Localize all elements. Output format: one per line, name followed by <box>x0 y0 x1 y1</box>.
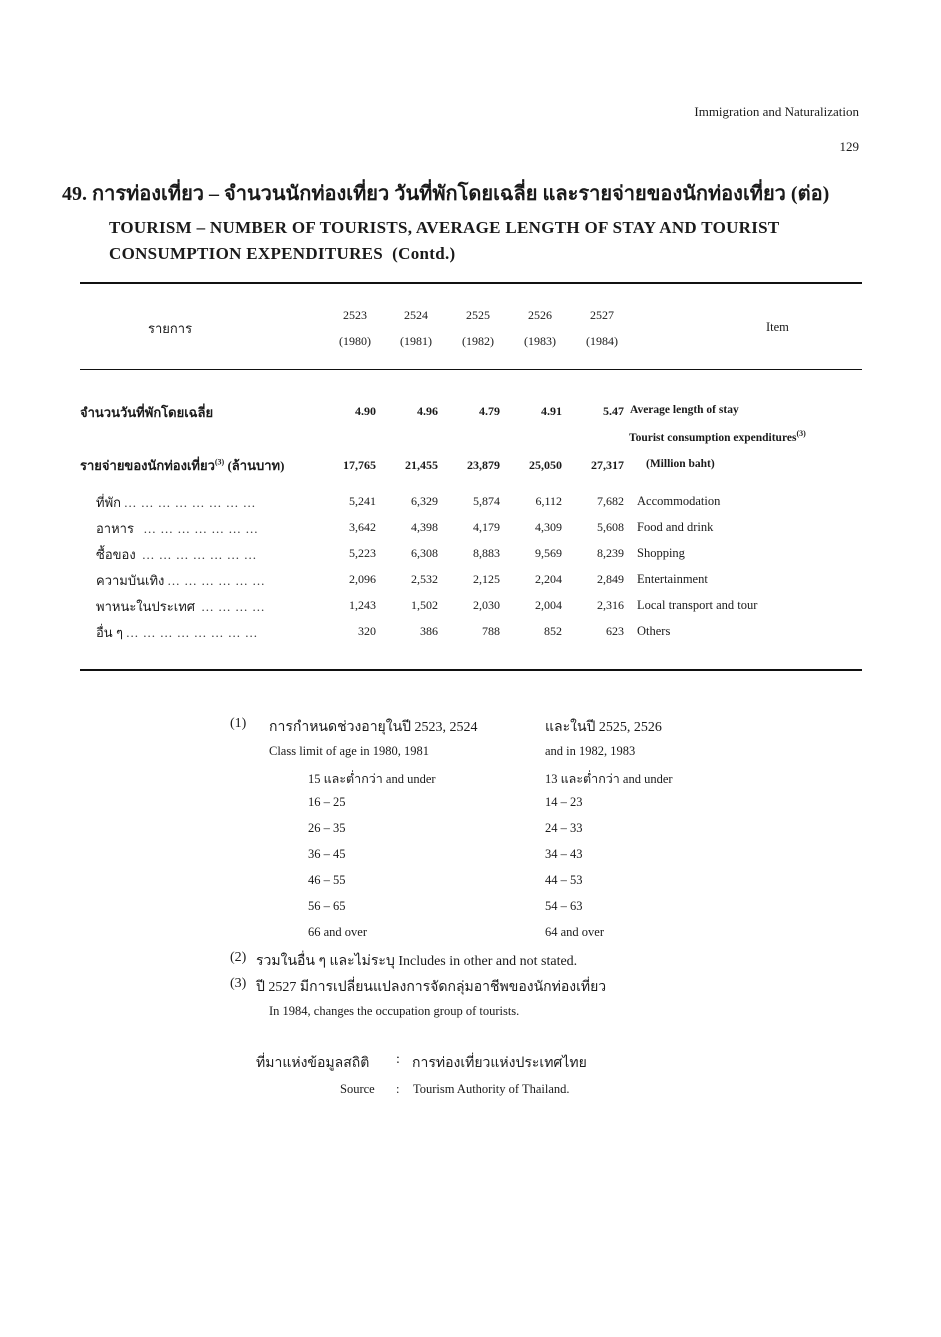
header-year-ad-3: (1982) <box>462 334 494 348</box>
footnote-2-text: รวมในอื่น ๆ และไม่ระบุ Includes in other and not stated. <box>256 954 578 969</box>
row-label-thai-food <box>96 518 258 539</box>
row-value-1: 1,243 <box>349 598 376 612</box>
row-value-4: 2,004 <box>535 598 562 612</box>
leader-dots: ... ... ... ... ... ... <box>167 573 266 588</box>
footnote-3-english: In 1984, changes the occupation group of tourists. <box>269 1004 520 1018</box>
row-label-thai-entertainment <box>96 570 265 591</box>
age-left-item: 16 – 25 <box>308 795 346 809</box>
age-right-item: 24 – 33 <box>545 821 583 835</box>
table-title-english <box>109 215 780 267</box>
header-item-thai: รายการ <box>148 321 193 336</box>
row-label-english: Accommodation <box>637 494 721 508</box>
leader-dots: ... ... ... ... ... ... ... <box>142 547 257 562</box>
age-left-item: 66 and over <box>308 925 368 939</box>
title-contd: (Contd.) <box>392 244 456 263</box>
row-label-text: อื่น ๆ <box>96 625 123 640</box>
leader-dots: ... ... ... ... ... ... ... <box>143 521 259 536</box>
footnote-1-thai-left: การกำหนดช่วงอายุในปี 2523, 2524 <box>269 720 478 735</box>
row-label-thai-accommodation <box>96 492 256 513</box>
row-value-2: 1,502 <box>411 598 438 612</box>
row-value-4: 4,309 <box>535 520 562 534</box>
row-value-5: 2,316 <box>597 598 624 612</box>
row-value-2: 2,532 <box>411 572 438 586</box>
age-left-item: 15 และต่ำกว่า and under <box>308 772 436 786</box>
expenditure-total-label-english: (Million baht) <box>646 458 715 470</box>
avg-stay-label-thai: จำนวนวันที่พักโดยเฉลี่ย <box>80 405 214 420</box>
header-bottom-rule <box>80 369 862 370</box>
row-value-5: 2,849 <box>597 572 624 586</box>
header-year-be-2: 2524 <box>404 308 428 322</box>
row-value-4: 9,569 <box>535 546 562 560</box>
expenditure-total-label-text: รายจ่ายของนักท่องเที่ยว <box>80 458 215 473</box>
footnote-1-marker: (1) <box>230 716 247 731</box>
row-value-2: 6,308 <box>411 546 438 560</box>
age-right-item: 64 and over <box>545 925 605 939</box>
header-item-english: Item <box>766 320 789 334</box>
row-value-1: 320 <box>358 624 376 638</box>
row-value-5: 623 <box>606 624 624 638</box>
footnote-3-marker: (3) <box>230 976 247 991</box>
source-value-english: Tourism Authority of Thailand. <box>413 1082 570 1096</box>
row-label-text: พาหนะในประเทศ <box>96 599 196 614</box>
title-english-line2-text: CONSUMPTION EXPENDITURES <box>109 244 384 263</box>
expenditure-heading-footnote: (3) <box>796 429 806 438</box>
age-left-item: 36 – 45 <box>308 847 346 861</box>
age-right-item: 14 – 23 <box>545 795 583 809</box>
row-value-2: 386 <box>420 624 438 638</box>
row-label-english: Entertainment <box>637 572 708 586</box>
source-value-thai: การท่องเที่ยวแห่งประเทศไทย <box>412 1056 587 1071</box>
row-value-3: 788 <box>482 624 500 638</box>
row-value-3: 2,125 <box>473 572 500 586</box>
row-label-text: ที่พัก <box>96 495 122 510</box>
table-bottom-rule <box>80 669 862 671</box>
expenditure-total-unit: (ล้านบาท) <box>227 458 285 473</box>
source-label-thai: ที่มาแห่งข้อมูลสถิติ <box>256 1056 370 1071</box>
row-label-thai-others <box>96 622 258 643</box>
expenditure-total-label-thai <box>80 455 284 476</box>
expenditure-total-value-4: 25,050 <box>529 458 562 472</box>
header-year-be-4: 2526 <box>528 308 552 322</box>
row-label-text: อาหาร <box>96 521 134 536</box>
row-value-3: 4,179 <box>473 520 500 534</box>
row-value-3: 8,883 <box>473 546 500 560</box>
header-year-be-1: 2523 <box>343 308 367 322</box>
title-english-line1: TOURISM – NUMBER OF TOURISTS, AVERAGE LENGTH OF STAY AND TOURIST <box>109 218 780 237</box>
row-value-1: 3,642 <box>349 520 376 534</box>
row-value-5: 7,682 <box>597 494 624 508</box>
row-value-5: 8,239 <box>597 546 624 560</box>
table-top-rule <box>80 282 862 284</box>
row-label-english: Local transport and tour <box>637 598 758 612</box>
age-left-item: 46 – 55 <box>308 873 346 887</box>
age-left-item: 26 – 35 <box>308 821 346 835</box>
header-year-ad-4: (1983) <box>524 334 556 348</box>
expenditure-total-value-5: 27,317 <box>591 458 624 472</box>
leader-dots: ... ... ... ... ... ... ... ... <box>126 625 258 640</box>
expenditure-total-value-2: 21,455 <box>405 458 438 472</box>
source-label-english: Source <box>340 1082 375 1096</box>
row-label-text: ซื้อของ <box>96 547 136 562</box>
expenditure-heading-text: Tourist consumption expenditures <box>629 431 797 444</box>
header-year-ad-1: (1980) <box>339 334 371 348</box>
header-year-be-5: 2527 <box>590 308 614 322</box>
age-right-item: 44 – 53 <box>545 873 583 887</box>
row-value-1: 2,096 <box>349 572 376 586</box>
source-separator-thai: : <box>396 1052 400 1067</box>
avg-stay-value-2: 4.96 <box>417 404 438 418</box>
row-value-3: 2,030 <box>473 598 500 612</box>
avg-stay-value-5: 5.47 <box>603 404 624 418</box>
avg-stay-value-3: 4.79 <box>479 404 500 418</box>
row-label-text: ความบันเทิง <box>96 573 165 588</box>
age-right-item: 34 – 43 <box>545 847 583 861</box>
header-year-ad-5: (1984) <box>586 334 618 348</box>
row-label-thai-shopping <box>96 544 257 565</box>
footnote-1-english-right: and in 1982, 1983 <box>545 744 636 758</box>
age-right-item: 13 และต่ำกว่า and under <box>545 772 673 786</box>
row-label-english: Others <box>637 624 671 638</box>
expenditure-total-footnote: (3) <box>214 457 225 467</box>
row-value-1: 5,241 <box>349 494 376 508</box>
leader-dots: ... ... ... ... ... ... ... ... <box>124 495 257 510</box>
expenditure-heading-english <box>629 429 806 444</box>
running-head: Immigration and Naturalization <box>694 104 859 119</box>
row-value-4: 6,112 <box>535 494 562 508</box>
title-english-line2 <box>109 241 780 267</box>
footnote-2-marker: (2) <box>230 950 247 965</box>
row-value-3: 5,874 <box>473 494 500 508</box>
row-value-1: 5,223 <box>349 546 376 560</box>
row-value-5: 5,608 <box>597 520 624 534</box>
age-right-item: 54 – 63 <box>545 899 583 913</box>
row-label-thai-transport <box>96 596 265 617</box>
age-left-item: 56 – 65 <box>308 899 346 913</box>
row-value-4: 852 <box>544 624 562 638</box>
footnote-1-english-left: Class limit of age in 1980, 1981 <box>269 744 430 758</box>
source-separator-english: : <box>396 1082 400 1096</box>
footnote-3-thai: ปี 2527 มีการเปลี่ยนแปลงการจัดกลุ่มอาชีพของนักท่องเที่ยว <box>256 980 607 995</box>
row-label-english: Food and drink <box>637 520 714 534</box>
avg-stay-label-english: Average length of stay <box>630 404 739 416</box>
leader-dots: ... ... ... ... <box>201 599 266 614</box>
avg-stay-value-4: 4.91 <box>541 404 562 418</box>
footnote-1-thai-right: และในปี 2525, 2526 <box>545 720 662 735</box>
row-value-2: 6,329 <box>411 494 438 508</box>
row-value-4: 2,204 <box>535 572 562 586</box>
row-label-english: Shopping <box>637 546 685 560</box>
header-year-ad-2: (1981) <box>400 334 432 348</box>
avg-stay-value-1: 4.90 <box>355 404 376 418</box>
table-title-thai: 49. การท่องเที่ยว – จำนวนนักท่องเที่ยว วันที่พักโดยเฉลี่ย และรายจ่ายของนักท่องเที่ยว (ต่อ) <box>62 183 830 205</box>
page-number: 129 <box>839 139 859 154</box>
header-year-be-3: 2525 <box>466 308 490 322</box>
expenditure-total-value-3: 23,879 <box>467 458 500 472</box>
expenditure-total-value-1: 17,765 <box>343 458 376 472</box>
row-value-2: 4,398 <box>411 520 438 534</box>
